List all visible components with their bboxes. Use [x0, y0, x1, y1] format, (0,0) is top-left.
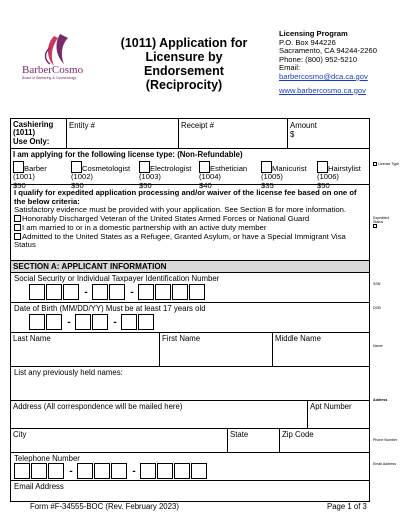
previous-names-label: List any previously held names: [14, 368, 123, 377]
digit-box[interactable] [155, 284, 171, 300]
license-code: (1004) [199, 172, 221, 182]
state-label: State [230, 430, 249, 439]
dob-row [11, 303, 369, 333]
side-label-expedited [373, 216, 400, 229]
license-name: Cosmetologist [82, 164, 131, 173]
license-type-heading: I am applying for the following license type: (Non-Refundable) [13, 150, 243, 159]
digit-box[interactable] [63, 284, 79, 300]
section-a-header-row [11, 261, 369, 273]
digit-box[interactable] [172, 284, 188, 300]
program-email-link[interactable]: barbercosmo@dca.ca.gov [279, 71, 368, 81]
program-email-label: Email: [279, 63, 301, 73]
logo-subtext: Board of Barbering & Cosmetology [22, 76, 77, 80]
digit-box[interactable] [138, 314, 154, 330]
middle-name-field[interactable] [272, 333, 369, 366]
digit-box[interactable] [121, 314, 137, 330]
checkbox[interactable] [373, 162, 377, 166]
checkbox[interactable] [14, 224, 21, 231]
digit-box[interactable] [46, 284, 62, 300]
digit-box[interactable] [138, 284, 154, 300]
side-label-text: License Type [378, 162, 400, 166]
expedited-option-refugee[interactable] [14, 233, 366, 250]
side-label-name: Name [373, 344, 383, 348]
logo-text: BarberCosmo [22, 64, 84, 76]
name-row [11, 333, 369, 367]
program-title: Licensing Program [279, 29, 348, 38]
digit-box[interactable] [109, 284, 125, 300]
digit-box[interactable] [29, 314, 45, 330]
receipt-field[interactable] [178, 119, 285, 148]
ssn-label: Social Security or Individual Taxpayer Identification Number [14, 274, 220, 283]
dash: - [113, 316, 117, 328]
side-label-email: Email Address [373, 462, 396, 466]
digit-box[interactable] [75, 314, 91, 330]
license-code: (1002) [71, 172, 93, 182]
license-fee: $50 [317, 180, 330, 190]
program-contact [279, 30, 377, 95]
amount-field[interactable] [287, 119, 369, 148]
digit-box[interactable] [48, 463, 64, 479]
cashiering-label-line2: (1011) [13, 128, 36, 138]
side-label-text: Expedited Status [373, 216, 389, 225]
amount-label: Amount [290, 121, 317, 130]
city-field[interactable]: City [13, 430, 27, 439]
digit-box[interactable] [111, 463, 127, 479]
receipt-label: Receipt # [181, 121, 214, 130]
side-label-address: Address [373, 398, 388, 402]
license-name: Esthetician [210, 164, 248, 173]
license-code: (1006) [317, 172, 339, 182]
checkbox[interactable] [14, 233, 21, 240]
side-label-ssn: SSN [373, 282, 381, 286]
side-label-dob: DOB [373, 306, 381, 310]
email-row[interactable] [11, 481, 369, 501]
license-fee: $35 [261, 180, 274, 190]
program-website-link[interactable]: www.barbercosmo.ca.gov [279, 85, 366, 95]
zip-code-field[interactable] [279, 429, 369, 452]
option-label: Admitted to the United States as a Refugee, Granted Asylum, or have a Special Immigrant Visa Status [14, 231, 346, 250]
checkbox[interactable] [71, 161, 82, 173]
last-name-field[interactable]: Last Name [13, 334, 51, 343]
digit-box[interactable] [157, 463, 173, 479]
digit-box[interactable] [92, 284, 108, 300]
license-fee: $50 [13, 180, 26, 190]
cashiering-label [13, 121, 53, 146]
license-name: Barber [24, 164, 47, 173]
dash: - [69, 465, 73, 477]
digit-box[interactable] [29, 284, 45, 300]
dash: - [130, 286, 134, 298]
digit-box[interactable] [140, 463, 156, 479]
side-label-phone: Phone Number [373, 438, 398, 442]
checkbox[interactable] [199, 161, 210, 173]
expedited-heading: I qualify for expedited application processing and/or waiver of the license fee based on one of the below criteria: [14, 188, 357, 206]
license-code: (1005) [261, 172, 283, 182]
address-row [11, 401, 369, 429]
cashiering-row [11, 119, 369, 149]
expedited-note: Satisfactory evidence must be provided with your application. See Section B for more information. [14, 205, 347, 215]
first-name-label: First Name [162, 334, 201, 343]
license-fee: $50 [139, 180, 152, 190]
cashiering-label-line1: Cashiering [13, 120, 54, 129]
address-field[interactable]: Address (All correspondence will be mailed here) [13, 402, 183, 411]
previous-names-row[interactable] [11, 367, 369, 401]
amount-dollar: $ [290, 130, 295, 139]
digit-box[interactable] [92, 314, 108, 330]
digit-box[interactable] [191, 463, 207, 479]
digit-box[interactable] [189, 284, 205, 300]
cashiering-label-line3: Use Only: [13, 136, 50, 146]
license-name: Hairstylist [328, 164, 361, 173]
license-code: (1001) [13, 172, 35, 182]
ssn-row [11, 273, 369, 303]
expedited-row [11, 185, 369, 261]
license-fee: $40 [199, 180, 212, 190]
section-a-heading: SECTION A: APPLICANT INFORMATION [11, 261, 369, 272]
license-name: Manicurist [272, 164, 307, 173]
checkbox[interactable] [317, 161, 328, 173]
license-code: (1003) [139, 172, 161, 182]
city-row [11, 429, 369, 453]
email-label: Email Address [14, 482, 64, 491]
option-label: I am married to or in a domestic partnership with an active duty member [22, 222, 267, 232]
license-fee: $50 [71, 180, 84, 190]
checkbox[interactable] [373, 224, 377, 228]
program-phone: Phone: (800) 952-5210 [279, 54, 358, 64]
dash: - [67, 316, 71, 328]
apt-number-field[interactable] [307, 401, 369, 428]
side-label-license-type [373, 162, 399, 166]
checkbox[interactable] [261, 161, 272, 173]
page-number: Page 1 of 3 [327, 502, 367, 511]
checkbox[interactable] [13, 161, 24, 173]
dob-input[interactable] [29, 314, 155, 330]
application-form [10, 118, 370, 502]
zip-code-label: Zip Code [282, 430, 314, 439]
digit-box[interactable] [46, 314, 62, 330]
telephone-row [11, 453, 369, 481]
page-title: (1011) Application for Licensure by Endorsement (Reciprocity) [120, 36, 248, 92]
checkbox[interactable] [14, 215, 21, 222]
dash: - [132, 465, 136, 477]
ssn-input[interactable] [29, 284, 206, 300]
telephone-input[interactable] [14, 463, 208, 479]
form-number: Form #F-34555-BOC (Rev. February 2023) [30, 502, 179, 511]
entity-label: Entity # [69, 121, 96, 130]
entity-field[interactable] [66, 119, 176, 148]
dob-label: Date of Birth (MM/DD/YY) Must be at least 17 years old [14, 304, 206, 313]
digit-box[interactable] [31, 463, 47, 479]
telephone-label: Telephone Number [14, 454, 80, 463]
middle-name-label: Middle Name [275, 334, 321, 343]
checkbox[interactable] [139, 161, 150, 173]
digit-box[interactable] [77, 463, 93, 479]
digit-box[interactable] [174, 463, 190, 479]
digit-box[interactable] [14, 463, 30, 479]
program-address-line2: Sacramento, CA 94244-2260 [279, 46, 377, 56]
program-address-line1: P.O. Box 944226 [279, 37, 336, 47]
option-label: Honorably Discharged Veteran of the United States Armed Forces or National Guard [22, 214, 310, 224]
digit-box[interactable] [94, 463, 110, 479]
dash: - [84, 286, 88, 298]
apt-number-label: Apt Number [310, 402, 352, 411]
license-type-row [11, 149, 369, 190]
license-name: Electrologist [150, 164, 192, 173]
